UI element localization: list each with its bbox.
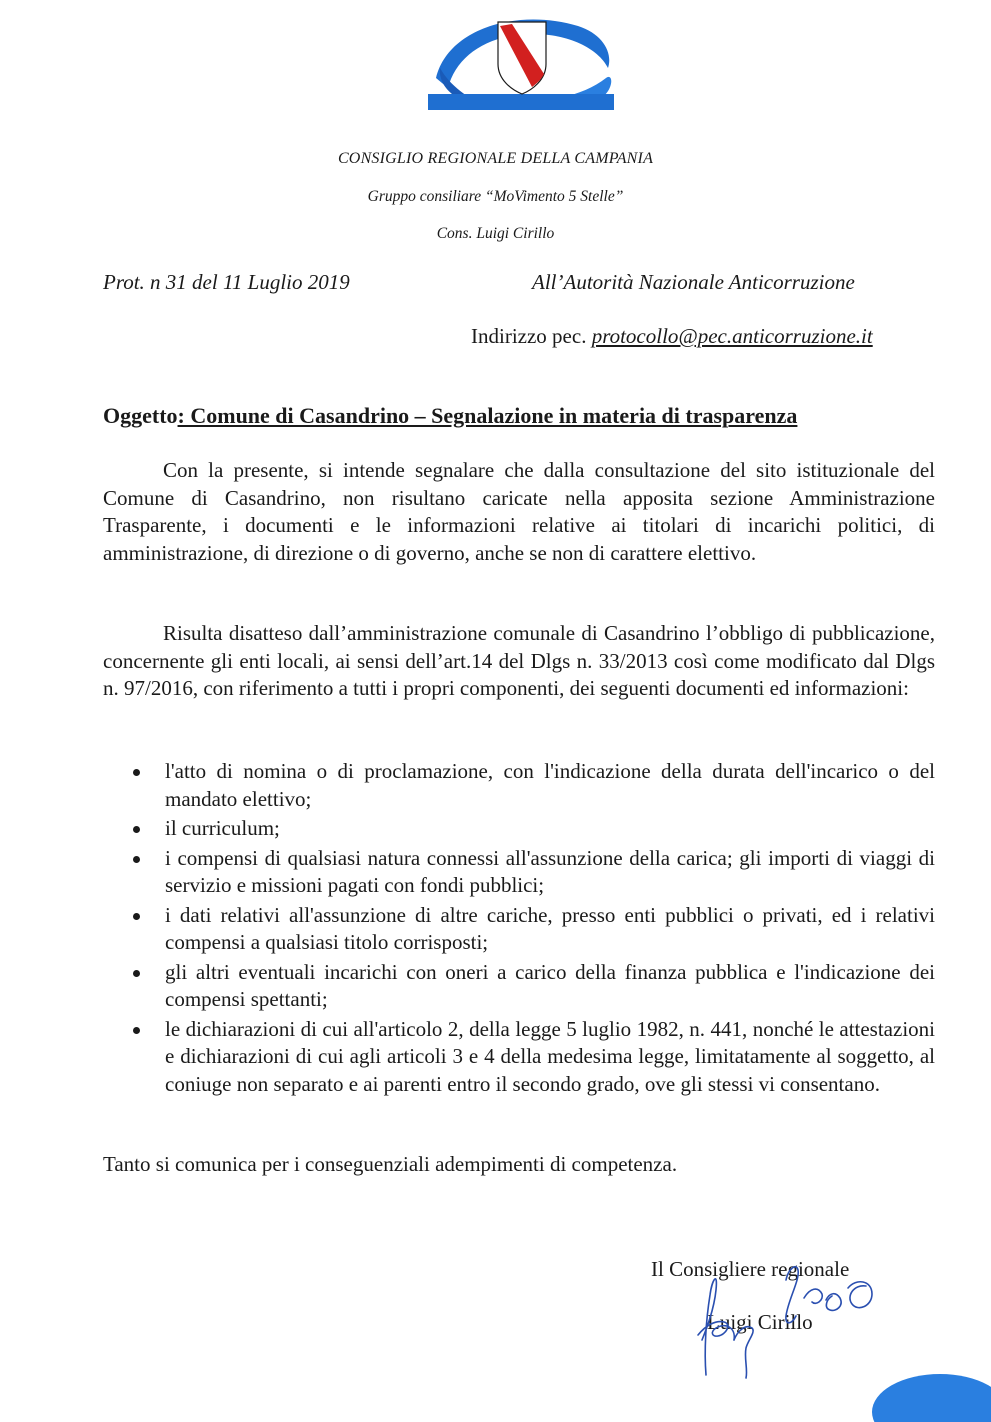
list-item: le dichiarazioni di cui all'articolo 2, della legge 5 luglio 1982, n. 441, nonché le attestazioni e dichiarazioni di cui agli articoli 3 e 4 della medesima legge, limitatamente al soggetto, al coniuge non separato e ai parenti entro il secondo grado, ove gli stessi vi consentano. [103,1016,935,1099]
pec-line [471,324,873,349]
bullet-icon [133,913,140,920]
list-item: i dati relativi all'assunzione di altre cariche, presso enti pubblici o privati, ed i relativi compensi a qualsiasi titolo corrisposti; [103,902,935,957]
corner-stamp-icon [870,1362,991,1422]
handwritten-signature-icon [676,1240,896,1380]
subject-label: Oggetto [103,403,178,428]
institution-title: CONSIGLIO REGIONALE DELLA CAMPANIA [337,150,654,167]
subject-line [103,403,797,429]
subject-text: : Comune di Casandrino – Segnalazione in materia di trasparenza [177,403,798,428]
signature-name: Luigi Cirillo [707,1310,813,1334]
requirements-list [103,758,935,1100]
body-paragraph-2: Risulta disatteso dall’amministrazione comunale di Casandrino l’obbligo di pubblicazione, concernente gli enti locali, ai sensi dell’art.14 del Dlgs n. 33/2013 così come modificato dal Dlgs n. 97/2016, con riferimento a tutti i propri componenti, dei seguenti documenti ed informazioni: [103,621,935,700]
pec-label: Indirizzo pec. [471,324,587,348]
list-item: i compensi di qualsiasi natura connessi all'assunzione della carica; gli importi di viaggi di servizio e missioni pagati con fondi pubblici; [103,845,935,900]
list-item: il curriculum; [103,815,935,843]
regione-campania-logo-icon [428,8,614,110]
bullet-icon [133,856,140,863]
list-item: l'atto di nomina o di proclamazione, con l'indicazione della durata dell'incarico o del mandato elettivo; [103,758,935,813]
group-name: Gruppo consiliare “MoVimento 5 Stelle” [367,188,624,205]
bullet-icon [133,826,140,833]
bullet-icon [133,1027,140,1034]
signature-role: Il Consigliere regionale [651,1257,850,1281]
recipient: All’Autorità Nazionale Anticorruzione [532,270,855,294]
protocol-number: Prot. n 31 del 11 Luglio 2019 [103,270,350,294]
councillor-name: Cons. Luigi Cirillo [436,225,555,242]
list-item: gli altri eventuali incarichi con oneri a carico della finanza pubblica e l'indicazione dei compensi spettanti; [103,959,935,1014]
body-paragraph-1: Con la presente, si intende segnalare che dalla consultazione del sito istituzionale del Comune di Casandrino, non risultano caricate nella apposita sezione Amministrazione Trasparente, i documenti e le informazioni relative ai titolari di incarichi politici, di amministrazione, di direzione o di governo, anche se non di carattere elettivo. [103,458,935,565]
bullet-icon [133,970,140,977]
bullet-icon [133,769,140,776]
closing-sentence: Tanto si comunica per i conseguenziali adempimenti di competenza. [103,1152,678,1176]
pec-address-link[interactable]: protocollo@pec.anticorruzione.it [591,324,873,348]
